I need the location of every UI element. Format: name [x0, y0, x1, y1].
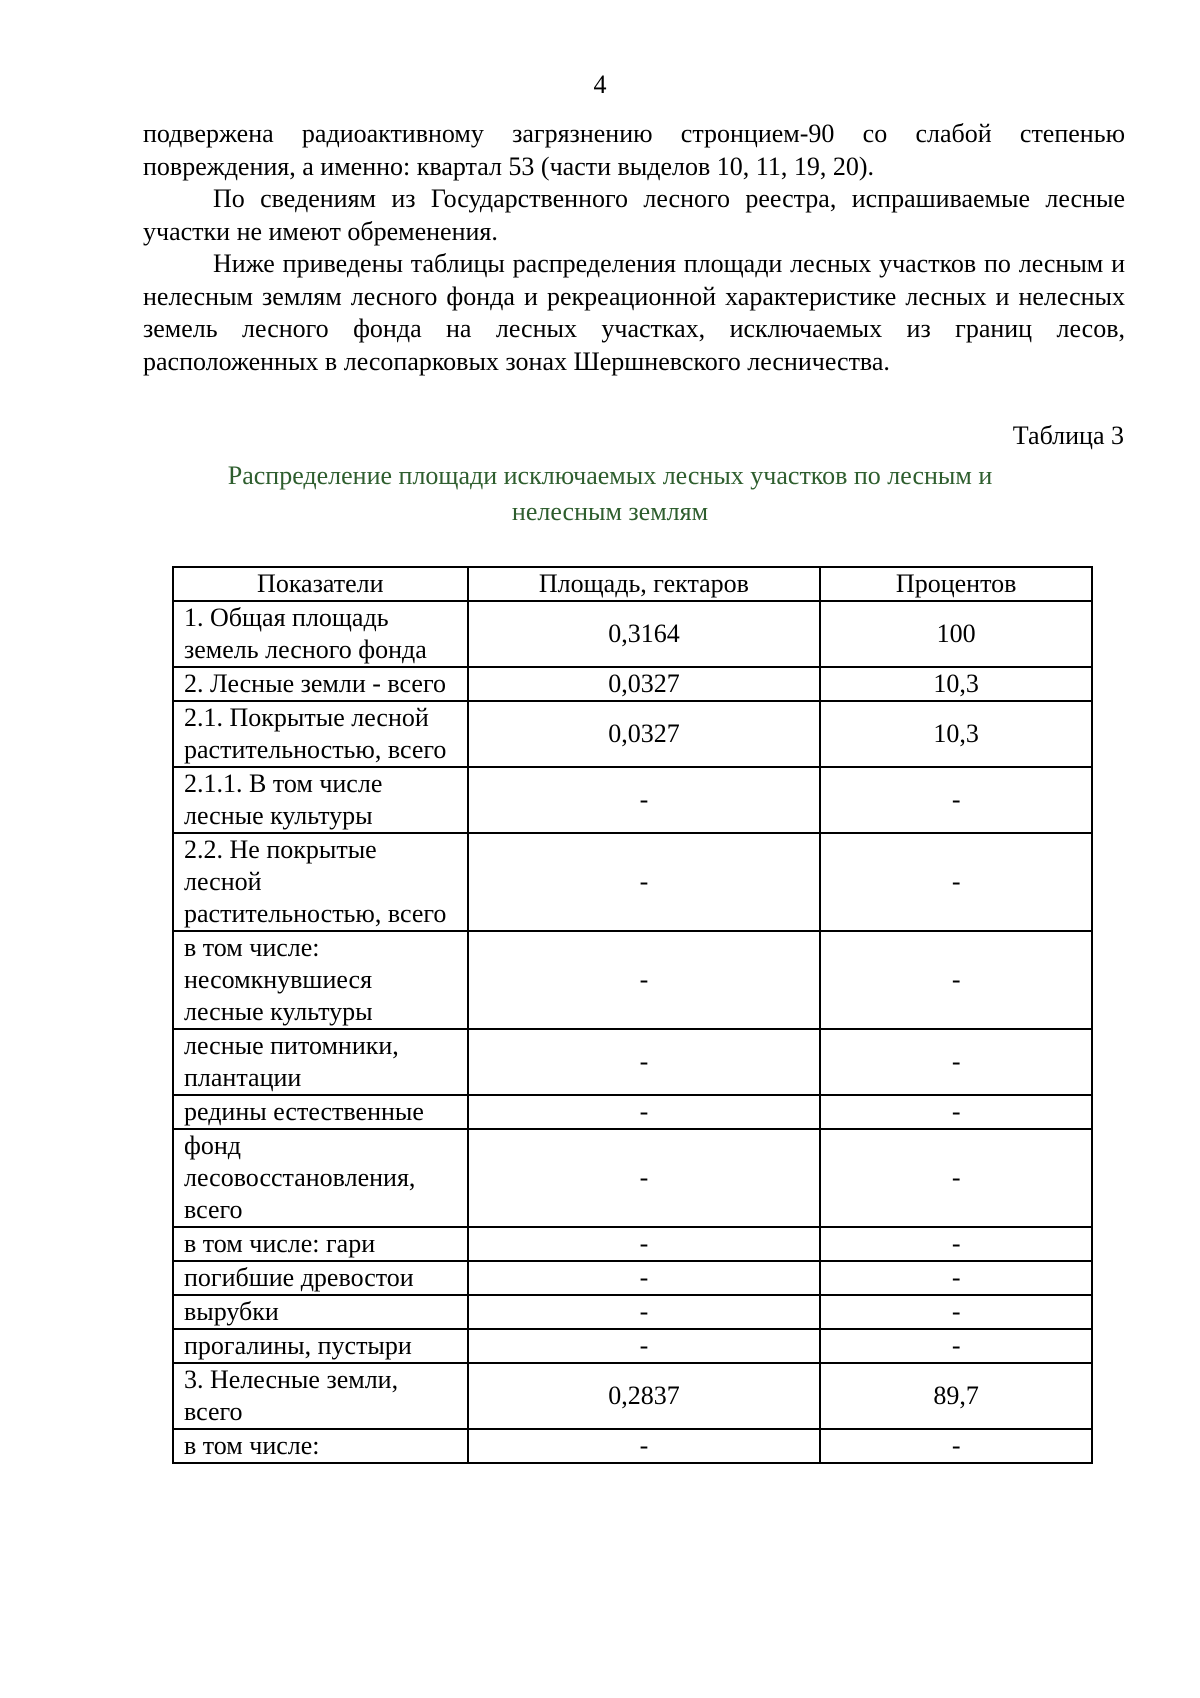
percent-cell: -: [820, 1295, 1092, 1329]
percent-cell: -: [820, 1227, 1092, 1261]
column-header: Площадь, гектаров: [468, 567, 821, 601]
area-cell: -: [468, 931, 821, 1029]
row-label: 1. Общая площадь земель лесного фонда: [173, 601, 468, 667]
area-cell: 0,3164: [468, 601, 821, 667]
percent-cell: -: [820, 1029, 1092, 1095]
table-row: [173, 931, 1092, 1029]
row-label: 2. Лесные земли - всего: [173, 667, 468, 701]
row-label: вырубки: [173, 1295, 468, 1329]
area-cell: -: [468, 1429, 821, 1463]
paragraph: По сведениям из Государственного лесного реестра, испрашиваемые лесные участки не имеют обременения.: [143, 184, 1125, 246]
area-cell: -: [468, 1295, 821, 1329]
row-label: 2.1. Покрытые лесной растительностью, всего: [173, 701, 468, 767]
percent-cell: 10,3: [820, 667, 1092, 701]
percent-cell: -: [820, 767, 1092, 833]
page-number: 4: [593, 70, 607, 99]
area-cell: -: [468, 1227, 821, 1261]
table-title: Распределение площади исключаемых лесных участков по лесным и нелесным землям: [227, 461, 993, 526]
table-caption: Таблица 3: [1012, 421, 1124, 450]
percent-cell: -: [820, 833, 1092, 931]
table-row: [173, 601, 1092, 667]
row-label: погибшие древостои: [173, 1261, 468, 1295]
paragraph: Ниже приведены таблицы распределения площади лесных участков по лесным и нелесным землям лесного фонда и рекреационной характеристике лесных и нелесных земель лесного фонда на лесных участках, исключаемых из границ лесов, расположенных в лесопарковых зонах Шершневского лесничества.: [143, 249, 1125, 376]
table-row: [173, 667, 1092, 701]
area-cell: -: [468, 767, 821, 833]
table-header-row: [173, 567, 1092, 601]
percent-cell: -: [820, 1261, 1092, 1295]
percent-cell: -: [820, 1095, 1092, 1129]
row-label: прогалины, пустыри: [173, 1329, 468, 1363]
percent-cell: -: [820, 931, 1092, 1029]
table-row: [173, 1329, 1092, 1363]
percent-cell: -: [820, 1329, 1092, 1363]
table-row: [173, 701, 1092, 767]
row-label: в том числе:: [173, 1429, 468, 1463]
table-row: [173, 1095, 1092, 1129]
row-label: 2.2. Не покрытые лесной растительностью, всего: [173, 833, 468, 931]
column-header: Процентов: [820, 567, 1092, 601]
table-row: [173, 1227, 1092, 1261]
area-cell: -: [468, 1029, 821, 1095]
row-label: в том числе: несомкнувшиеся лесные культуры: [173, 931, 468, 1029]
area-cell: 0,2837: [468, 1363, 821, 1429]
row-label: 3. Нелесные земли, всего: [173, 1363, 468, 1429]
body-text: [143, 118, 1125, 378]
table-row: [173, 1363, 1092, 1429]
area-cell: 0,0327: [468, 667, 821, 701]
paragraph: подвержена радиоактивному загрязнению стронцием-90 со слабой степенью повреждения, а именно: квартал 53 (части выделов 10, 11, 19, 20).: [143, 119, 1125, 181]
row-label: 2.1.1. В том числе лесные культуры: [173, 767, 468, 833]
area-cell: -: [468, 1095, 821, 1129]
percent-cell: -: [820, 1129, 1092, 1227]
row-label: редины естественные: [173, 1095, 468, 1129]
percent-cell: -: [820, 1429, 1092, 1463]
table-row: [173, 767, 1092, 833]
percent-cell: 100: [820, 601, 1092, 667]
table-row: [173, 1029, 1092, 1095]
row-label: фонд лесовосстановления, всего: [173, 1129, 468, 1227]
table-row: [173, 1129, 1092, 1227]
table-row: [173, 1261, 1092, 1295]
table-row: [173, 1429, 1092, 1463]
area-cell: 0,0327: [468, 701, 821, 767]
percent-cell: 10,3: [820, 701, 1092, 767]
percent-cell: 89,7: [820, 1363, 1092, 1429]
area-distribution-table: [172, 566, 1093, 1464]
row-label: в том числе: гари: [173, 1227, 468, 1261]
column-header: Показатели: [173, 567, 468, 601]
table-row: [173, 833, 1092, 931]
row-label: лесные питомники, плантации: [173, 1029, 468, 1095]
table-row: [173, 1295, 1092, 1329]
area-cell: -: [468, 1129, 821, 1227]
area-cell: -: [468, 833, 821, 931]
area-cell: -: [468, 1329, 821, 1363]
area-cell: -: [468, 1261, 821, 1295]
